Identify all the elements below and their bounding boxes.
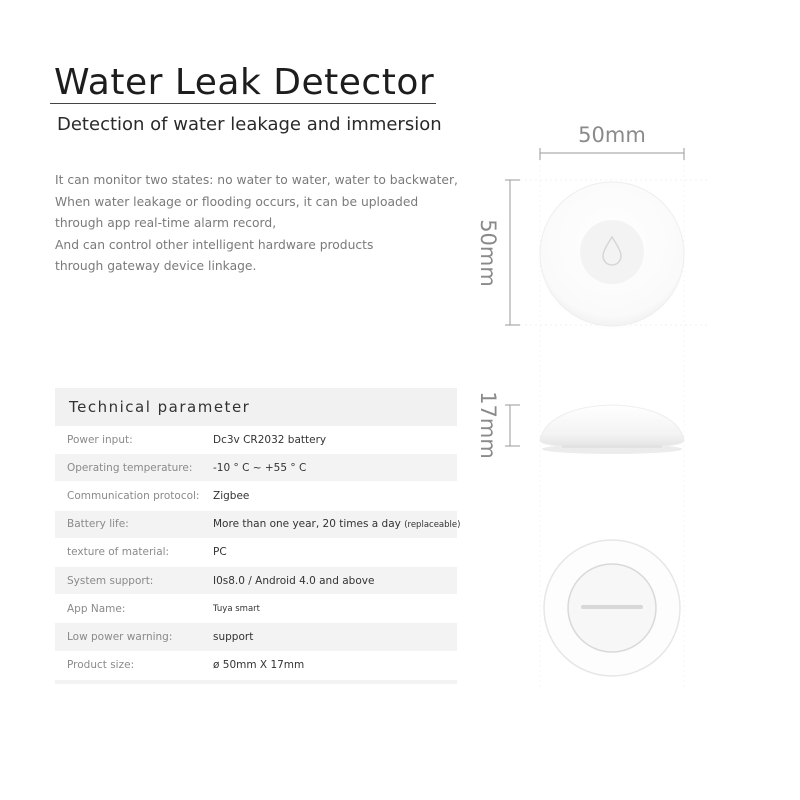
battery-cover-slot-icon bbox=[581, 605, 643, 609]
spec-value: -10 ° C ~ +55 ° C bbox=[213, 461, 307, 474]
device-side-view bbox=[540, 405, 684, 454]
device-top-view bbox=[536, 181, 688, 333]
spec-label: App Name: bbox=[67, 602, 126, 615]
spec-label: Communication protocol: bbox=[67, 489, 200, 502]
width-dimension bbox=[540, 123, 684, 160]
spec-label: System support: bbox=[67, 574, 154, 587]
spec-label: Low power warning: bbox=[67, 630, 173, 643]
table-row bbox=[55, 652, 457, 680]
table-row bbox=[55, 595, 457, 623]
table-end-band bbox=[55, 680, 457, 685]
table-row bbox=[55, 426, 457, 454]
spec-value: PC bbox=[213, 546, 227, 559]
spec-label: Operating temperature: bbox=[67, 461, 193, 474]
spec-label: texture of material: bbox=[67, 546, 170, 559]
spec-value: ø 50mm X 17mm bbox=[213, 659, 305, 672]
table-row bbox=[55, 482, 457, 510]
thickness-dimension bbox=[476, 391, 520, 459]
spec-value-main: More than one year, 20 times a day bbox=[213, 518, 401, 531]
spec-label: Power input: bbox=[67, 433, 133, 446]
spec-value: Tuya smart bbox=[213, 603, 260, 614]
table-row bbox=[55, 539, 457, 567]
description-line: And can control other intelligent hardware products bbox=[55, 237, 374, 252]
device-bottom-view bbox=[544, 540, 680, 676]
table-row bbox=[55, 567, 457, 595]
spec-value: Zigbee bbox=[213, 489, 250, 502]
spec-value: Dc3v CR2032 battery bbox=[213, 433, 327, 446]
width-label: 50mm bbox=[578, 123, 646, 147]
table-row bbox=[55, 623, 457, 651]
height-label: 50mm bbox=[476, 219, 500, 287]
table-row bbox=[55, 511, 461, 539]
spec-value: I0s8.0 / Android 4.0 and above bbox=[213, 574, 375, 587]
spec-label: Battery life: bbox=[67, 518, 129, 531]
description-line: through gateway device linkage. bbox=[55, 259, 257, 274]
device-illustrations bbox=[470, 110, 800, 710]
product-description bbox=[55, 170, 475, 278]
table-row bbox=[55, 454, 457, 482]
technical-parameter-table bbox=[55, 388, 461, 685]
description-line: through app real-time alarm record, bbox=[55, 216, 277, 231]
page-title: Water Leak Detector bbox=[54, 62, 435, 103]
description-line: It can monitor two states: no water to water, water to backwater, bbox=[55, 173, 458, 187]
table-heading: Technical parameter bbox=[55, 388, 457, 426]
description-line: When water leakage or flooding occurs, it can be uploaded bbox=[55, 194, 419, 209]
height-dimension bbox=[476, 180, 520, 325]
title-underline bbox=[50, 103, 436, 104]
page-subtitle: Detection of water leakage and immersion bbox=[57, 114, 442, 135]
spec-value: support bbox=[213, 630, 254, 643]
spec-label: Product size: bbox=[67, 659, 135, 672]
spec-value-note: (replaceable) bbox=[404, 520, 461, 531]
thickness-label: 17mm bbox=[476, 391, 500, 459]
spec-value bbox=[213, 518, 460, 530]
